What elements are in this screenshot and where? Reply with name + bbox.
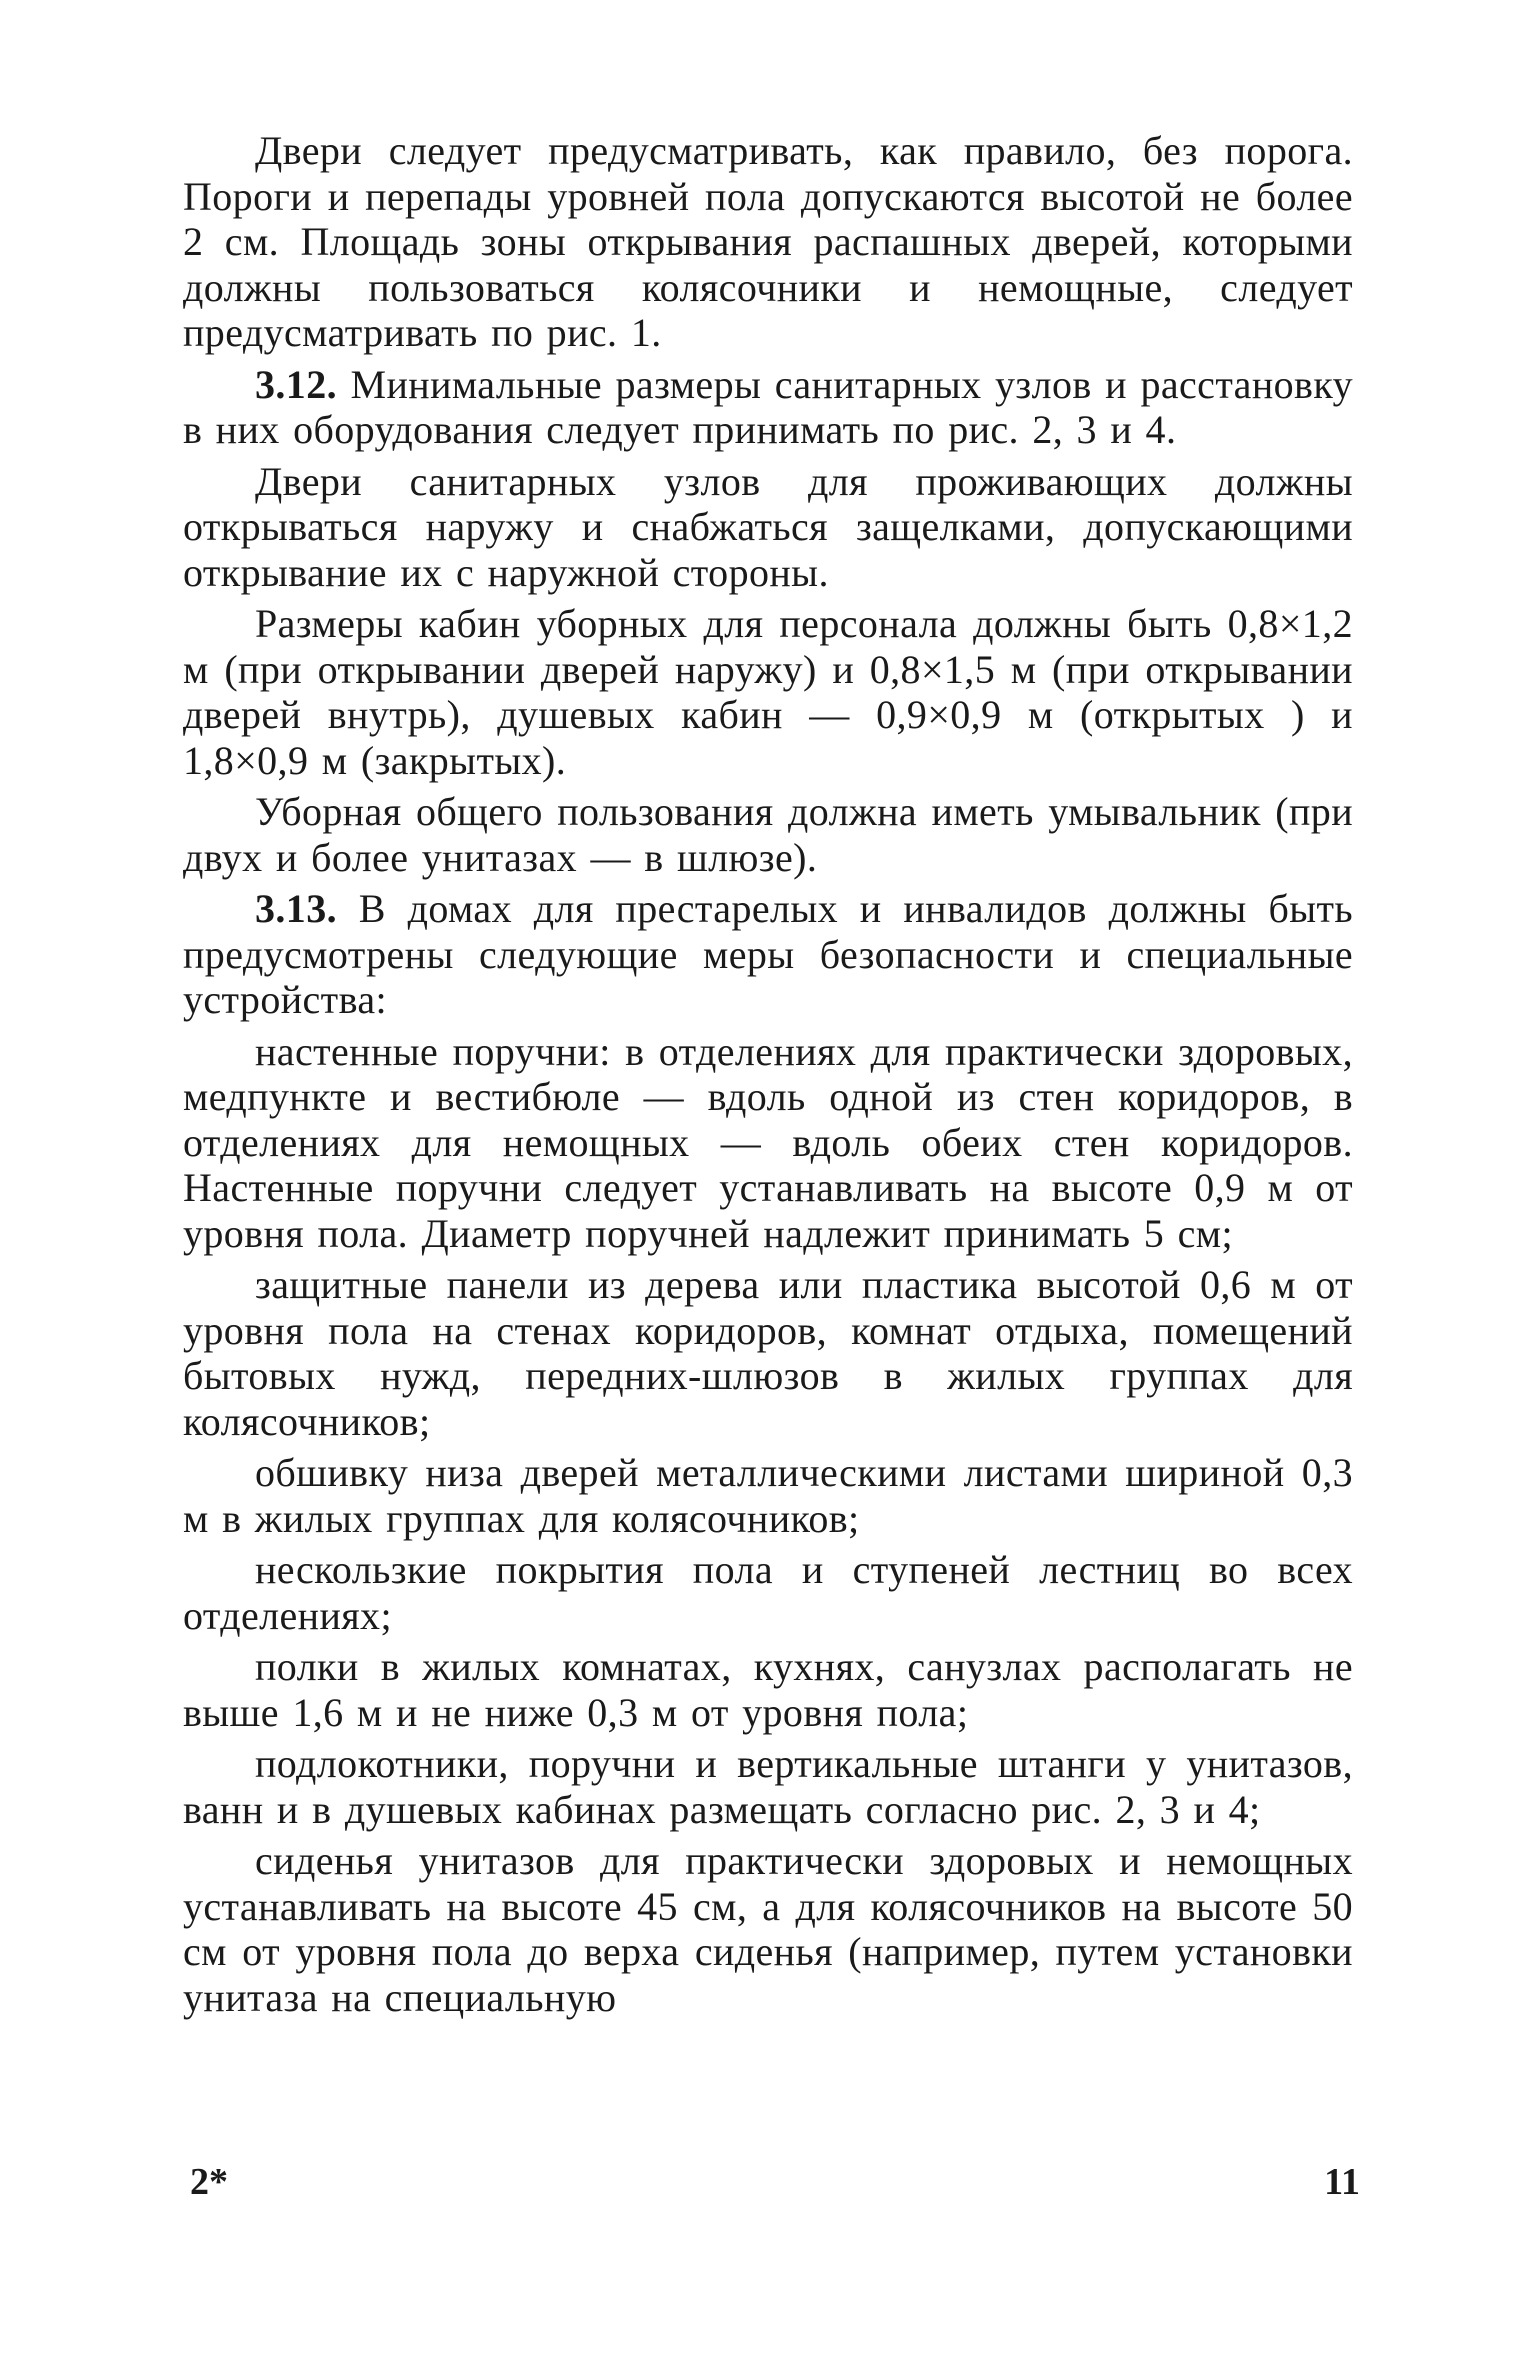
clause-number: 3.12.	[255, 361, 337, 407]
paragraph-3-13	[183, 886, 1353, 1023]
paragraph-text: Уборная общего пользования должна иметь умывальник (при двух и более унитазах — в шлюзе).	[183, 789, 1353, 880]
paragraph-door-sheathing	[183, 1450, 1353, 1541]
paragraph-armrests	[183, 1741, 1353, 1832]
paragraph-doors-threshold	[183, 128, 1353, 356]
paragraph-handrails	[183, 1029, 1353, 1257]
paragraph-text: Двери санитарных узлов для проживающих должны открываться наружу и снабжаться защелками, допускающими открывание их с наружной стороны.	[183, 458, 1353, 595]
page-footer	[190, 2160, 1360, 2210]
paragraph-nonslip-floors	[183, 1547, 1353, 1638]
paragraph-text: Двери следует предусматривать, как правило, без порога. Пороги и перепады уровней пола допускаются высотой не более 2 см. Площадь зоны открывания распашных дверей, которыми должны пользоваться колясочники и немощные, следует предусматривать по рис. 1.	[183, 128, 1353, 355]
paragraph-toilet-seats	[183, 1838, 1353, 2020]
paragraph-public-toilet	[183, 789, 1353, 880]
document-page	[183, 128, 1353, 2026]
paragraph-text: обшивку низа дверей металлическими листами шириной 0,3 м в жилых группах для колясочников;	[183, 1450, 1353, 1541]
paragraph-protective-panels	[183, 1262, 1353, 1444]
clause-number: 3.13.	[255, 886, 337, 931]
paragraph-sanitary-doors	[183, 459, 1353, 596]
paragraph-text: сиденья унитазов для практически здоровых и немощных устанавливать на высоте 45 см, а для колясочников на высоте 50 см от уровня пола до верха сиденья (например, путем установки унитаза на специальную	[183, 1838, 1353, 2020]
paragraph-3-12	[183, 362, 1353, 453]
paragraph-text: В домах для престарелых и инвалидов должны быть предусмотрены следующие меры безопасности и специальные устройства:	[183, 886, 1353, 1022]
paragraph-text: Минимальные размеры санитарных узлов и расстановку в них оборудования следует принимать по рис. 2, 3 и 4.	[183, 361, 1353, 452]
paragraph-shelves	[183, 1644, 1353, 1735]
paragraph-text: нескользкие покрытия пола и ступеней лестниц во всех отделениях;	[183, 1547, 1353, 1638]
paragraph-text: Размеры кабин уборных для персонала должны быть 0,8×1,2 м (при открывании дверей наружу) и 0,8×1,5 м (при открывании дверей внутрь), душевых кабин — 0,9×0,9 м (открытых ) и 1,8×0,9 м (закрытых).	[183, 601, 1353, 783]
paragraph-cabin-sizes	[183, 601, 1353, 783]
page-number: 11	[1324, 2161, 1360, 2203]
paragraph-text: настенные поручни: в отделениях для практически здоровых, медпункте и вестибюле — вдоль одной из стен коридоров, в отделениях для немощных — вдоль обеих стен коридоров. Настенные поручни следует устанавливать на высоте 0,9 м от уровня пола. Диаметр поручней надлежит принимать 5 см;	[183, 1028, 1353, 1256]
paragraph-text: полки в жилых комнатах, кухнях, санузлах располагать не выше 1,6 м и не ниже 0,3 м от уровня пола;	[183, 1644, 1353, 1735]
paragraph-text: защитные панели из дерева или пластика высотой 0,6 м от уровня пола на стенах коридоров, комнат отдыха, помещений бытовых нужд, передних-шлюзов в жилых группах для колясочников;	[183, 1262, 1353, 1444]
paragraph-text: подлокотники, поручни и вертикальные штанги у унитазов, ванн и в душевых кабинах размещать согласно рис. 2, 3 и 4;	[183, 1741, 1353, 1832]
signature-mark: 2*	[190, 2161, 228, 2203]
